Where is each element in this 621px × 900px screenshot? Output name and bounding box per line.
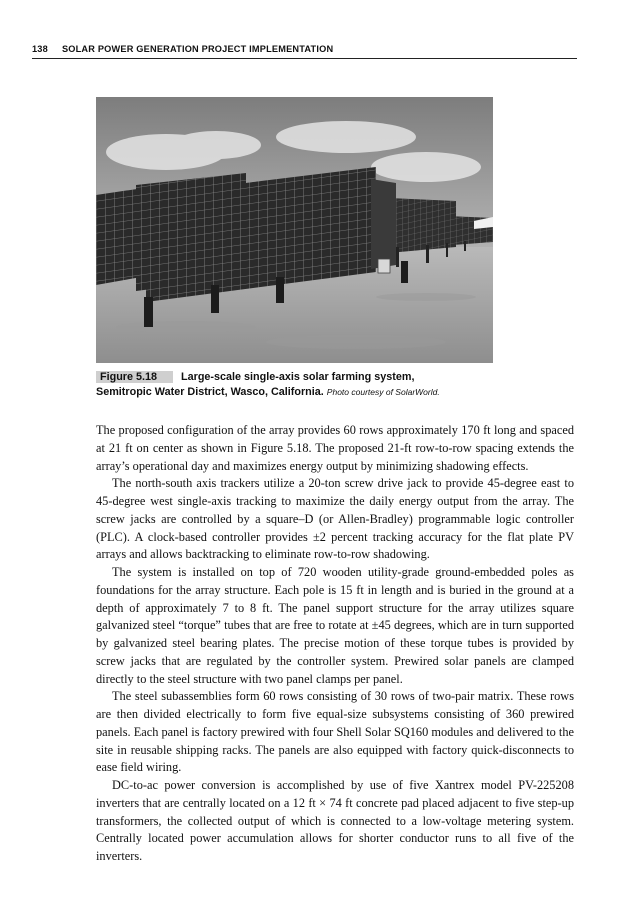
solar-farm-photo xyxy=(96,97,493,363)
figure-title-line1: Large-scale single-axis solar farming system, xyxy=(181,371,415,383)
paragraph: The proposed configuration of the array provides 60 rows approximately 170 ft long and spaced at 21 ft on center as shown in Figure 5.18. The proposed 21-ft row-to-row spacing extends the array’s operational day and maximizes energy output by minimizing shadowing effects. xyxy=(96,423,574,473)
header-rule xyxy=(32,58,577,59)
figure-caption xyxy=(96,370,516,400)
running-title: SOLAR POWER GENERATION PROJECT IMPLEMENTATION xyxy=(61,44,334,54)
running-head xyxy=(32,44,577,54)
paragraph: The system is installed on top of 720 wooden utility-grade ground-embedded poles as foundations for the array structure. Each pole is 15 ft in length and is buried in the ground at a depth of approximately 7 to 8 ft. The panel support structure for the array utilizes square galvanized steel “torque” tubes that are free to rotate at ±45 degrees, which are in turn supported by galvanized steel bearing plates. The precise motion of these torque tubes is provided by screw jacks that are regulated by the controller system. Prewired solar panels are clamped directly to the steel structure with two panel clamps per panel. xyxy=(96,565,574,686)
figure-title-line2: Semitropic Water District, Wasco, California. xyxy=(96,386,324,398)
paragraph: The north-south axis trackers utilize a 20-ton screw drive jack to provide 45-degree east to 45-degree west single-axis tracking to maximize the daily energy output from the array. The screw jacks are controlled by a square–D (or Allen-Bradley) programmable logic controller (PLC). A clock-based controller provides ±2 percent tracking accuracy for the flat plate PV arrays and allows backtracking to eliminate row-to-row shadowing. xyxy=(96,476,574,562)
photo-credit: Photo courtesy of SolarWorld. xyxy=(326,387,440,397)
body-text xyxy=(96,422,574,866)
paragraph: DC-to-ac power conversion is accomplished by use of five Xantrex model PV-225208 inverters that are centrally located on a 12 ft × 74 ft concrete pad placed adjacent to five step-up transformers, the collected output of which is connected to a low-voltage metering system. Centrally located power accumulation allows for shorter conductor runs to all five of the inverters. xyxy=(96,778,574,863)
figure-label: Figure 5.18 xyxy=(96,371,173,383)
page-number: 138 xyxy=(32,44,48,54)
paragraph: The steel subassemblies form 60 rows consisting of 30 rows of two-pair matrix. These rows are then divided electrically to form five equal-size subsystems consisting of 360 prewired panels. Each panel is factory prewired with four Shell Solar SQ160 modules and delivered to the site in reusable shipping racks. The panels are also equipped with factory quick-disconnects to ease field wiring. xyxy=(96,689,574,775)
